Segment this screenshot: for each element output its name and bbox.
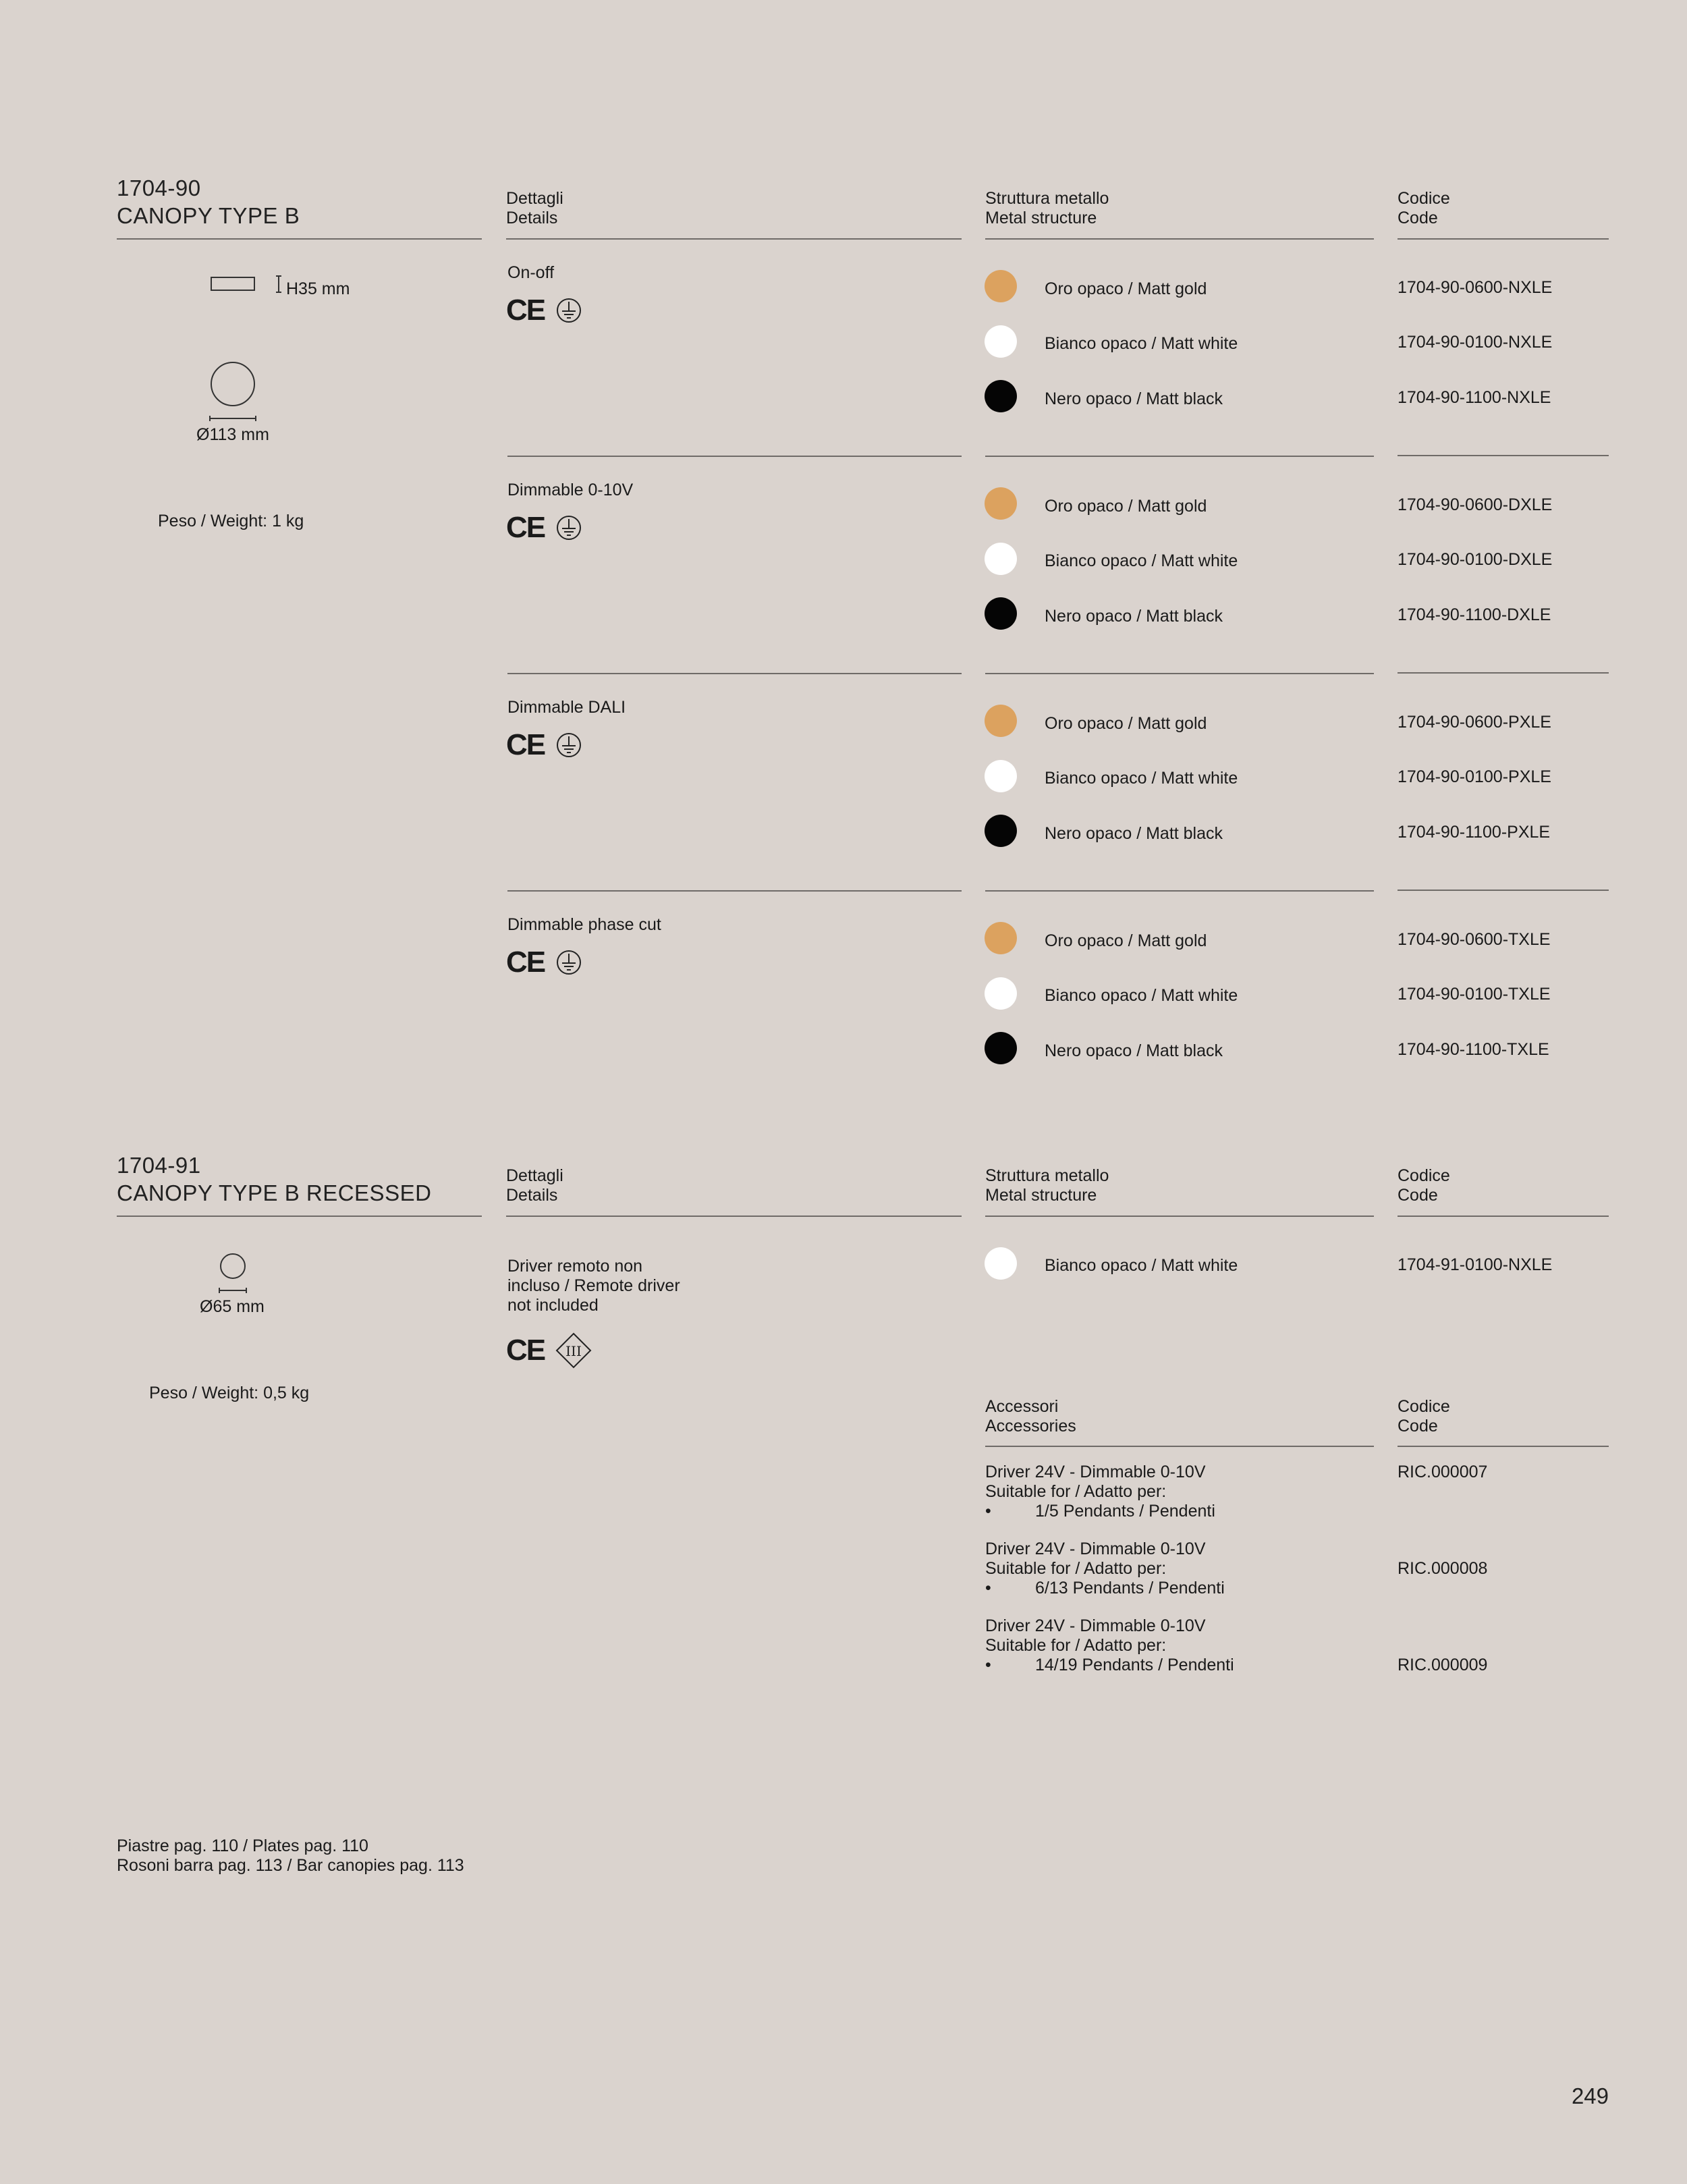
white-swatch xyxy=(985,977,1017,1010)
finish-white: Bianco opaco / Matt white xyxy=(1045,986,1238,1005)
product-code: 1704-90-0100-TXLE xyxy=(1398,985,1551,1004)
product1-title xyxy=(117,174,300,229)
group-label: Dimmable 0-10V xyxy=(507,481,634,499)
accessory-item: Driver 24V - Dimmable 0-10V Suitable for / Adatto per: • 6/13 Pendants / Pendenti xyxy=(985,1539,1225,1598)
header-codice: Codice Code xyxy=(1398,1166,1450,1205)
divider xyxy=(985,673,1374,674)
finish-gold: Oro opaco / Matt gold xyxy=(1045,279,1207,298)
divider xyxy=(985,1216,1374,1217)
product1-weight: Peso / Weight: 1 kg xyxy=(158,512,304,530)
divider xyxy=(1398,455,1609,456)
header-dettagli: Dettagli Details xyxy=(506,1166,563,1205)
product2-name: CANOPY TYPE B RECESSED xyxy=(117,1180,432,1205)
divider xyxy=(1398,238,1609,240)
finish-gold: Oro opaco / Matt gold xyxy=(1045,497,1207,516)
white-swatch xyxy=(985,1247,1017,1280)
divider xyxy=(117,238,482,240)
certification-icons xyxy=(506,946,582,979)
class-iii-symbol-icon xyxy=(555,1332,592,1369)
ce-mark-icon: CE xyxy=(506,294,545,327)
accessory-item: Driver 24V - Dimmable 0-10V Suitable for / Adatto per: • 1/5 Pendants / Pendenti xyxy=(985,1463,1215,1521)
product2-code: 1704-91 xyxy=(117,1153,201,1178)
divider xyxy=(507,890,962,892)
bullet: • xyxy=(985,1579,991,1598)
divider xyxy=(507,673,962,674)
finish-black: Nero opaco / Matt black xyxy=(1045,389,1223,408)
ce-mark-icon: CE xyxy=(506,946,545,979)
finish-white: Bianco opaco / Matt white xyxy=(1045,334,1238,353)
product-code: 1704-90-0100-PXLE xyxy=(1398,767,1551,786)
product-code: 1704-90-0100-DXLE xyxy=(1398,550,1553,569)
product2-details: Driver remoto non incluso / Remote driver not included xyxy=(507,1257,680,1315)
header-codice-accessori: Codice Code xyxy=(1398,1397,1450,1436)
header-struttura: Struttura metallo Metal structure xyxy=(985,189,1109,227)
white-swatch xyxy=(985,325,1017,358)
recessed-top-view-icon xyxy=(216,1251,250,1294)
header-dettagli: Dettagli Details xyxy=(506,189,563,227)
product-code: 1704-90-0100-NXLE xyxy=(1398,333,1553,352)
white-swatch xyxy=(985,543,1017,575)
header-codice: Codice Code xyxy=(1398,189,1450,227)
product-code: 1704-91-0100-NXLE xyxy=(1398,1255,1553,1274)
accessory-code: RIC.000008 xyxy=(1398,1559,1488,1578)
product-code: 1704-90-1100-DXLE xyxy=(1398,605,1551,624)
header-accessori: Accessori Accessories xyxy=(985,1397,1076,1436)
divider xyxy=(1398,672,1609,674)
divider xyxy=(1398,1446,1609,1447)
gold-swatch xyxy=(985,487,1017,520)
accessory-item: Driver 24V - Dimmable 0-10V Suitable for / Adatto per: • 14/19 Pendants / Pendenti xyxy=(985,1616,1234,1674)
gold-swatch xyxy=(985,922,1017,954)
divider xyxy=(985,238,1374,240)
ground-symbol-icon xyxy=(555,297,582,324)
divider xyxy=(117,1216,482,1217)
gold-swatch xyxy=(985,270,1017,302)
product1-code: 1704-90 xyxy=(117,175,201,200)
product-code: 1704-90-1100-PXLE xyxy=(1398,823,1551,842)
divider xyxy=(1398,1216,1609,1217)
divider xyxy=(507,456,962,457)
product-code: 1704-90-1100-NXLE xyxy=(1398,388,1551,407)
product1-diameter: Ø113 mm xyxy=(196,425,269,444)
finish-white: Bianco opaco / Matt white xyxy=(1045,551,1238,570)
ce-mark-icon: CE xyxy=(506,728,545,761)
divider xyxy=(985,1446,1374,1447)
black-swatch xyxy=(985,815,1017,847)
gold-swatch xyxy=(985,705,1017,737)
bullet: • xyxy=(985,1502,991,1521)
finish-gold: Oro opaco / Matt gold xyxy=(1045,931,1207,950)
finish-white: Bianco opaco / Matt white xyxy=(1045,1256,1238,1275)
divider xyxy=(1398,890,1609,891)
product-code: 1704-90-1100-TXLE xyxy=(1398,1040,1549,1059)
product1-name: CANOPY TYPE B xyxy=(117,203,300,228)
group-label: Dimmable phase cut xyxy=(507,915,661,934)
white-swatch xyxy=(985,760,1017,792)
divider xyxy=(985,456,1374,457)
black-swatch xyxy=(985,380,1017,412)
product-code: 1704-90-0600-NXLE xyxy=(1398,278,1553,297)
certification-icons xyxy=(506,728,582,761)
divider xyxy=(506,238,962,240)
finish-gold: Oro opaco / Matt gold xyxy=(1045,714,1207,733)
ce-mark-icon: CE xyxy=(506,511,545,544)
ce-mark-icon: CE xyxy=(506,1334,545,1367)
black-swatch xyxy=(985,1032,1017,1064)
product1-height: H35 mm xyxy=(286,279,350,298)
product2-title xyxy=(117,1151,431,1207)
divider xyxy=(506,1216,962,1217)
finish-black: Nero opaco / Matt black xyxy=(1045,607,1223,626)
ground-symbol-icon xyxy=(555,514,582,541)
group-label: Dimmable DALI xyxy=(507,698,626,717)
finish-black: Nero opaco / Matt black xyxy=(1045,1041,1223,1060)
finish-white: Bianco opaco / Matt white xyxy=(1045,769,1238,788)
accessory-code: RIC.000007 xyxy=(1398,1463,1488,1481)
footer-notes: Piastre pag. 110 / Plates pag. 110 Rosoni barra pag. 113 / Bar canopies pag. 113 xyxy=(117,1836,464,1875)
product-code: 1704-90-0600-PXLE xyxy=(1398,713,1551,732)
divider xyxy=(985,890,1374,892)
canopy-side-view-icon xyxy=(206,273,287,296)
bullet: • xyxy=(985,1656,991,1674)
page-number: 249 xyxy=(1571,2083,1609,2108)
certification-icons xyxy=(506,294,582,327)
svg-text:III: III xyxy=(565,1343,582,1359)
finish-black: Nero opaco / Matt black xyxy=(1045,824,1223,843)
ground-symbol-icon xyxy=(555,949,582,976)
product2-diameter: Ø65 mm xyxy=(200,1297,265,1316)
canopy-top-view-icon xyxy=(206,359,260,424)
accessory-code: RIC.000009 xyxy=(1398,1656,1488,1674)
header-struttura: Struttura metallo Metal structure xyxy=(985,1166,1109,1205)
product-code: 1704-90-0600-TXLE xyxy=(1398,930,1551,949)
black-swatch xyxy=(985,597,1017,630)
product-code: 1704-90-0600-DXLE xyxy=(1398,495,1553,514)
certification-icons xyxy=(506,511,582,544)
product2-weight: Peso / Weight: 0,5 kg xyxy=(149,1384,310,1402)
ground-symbol-icon xyxy=(555,732,582,759)
certification-icons xyxy=(506,1332,592,1369)
group-label: On-off xyxy=(507,263,555,282)
